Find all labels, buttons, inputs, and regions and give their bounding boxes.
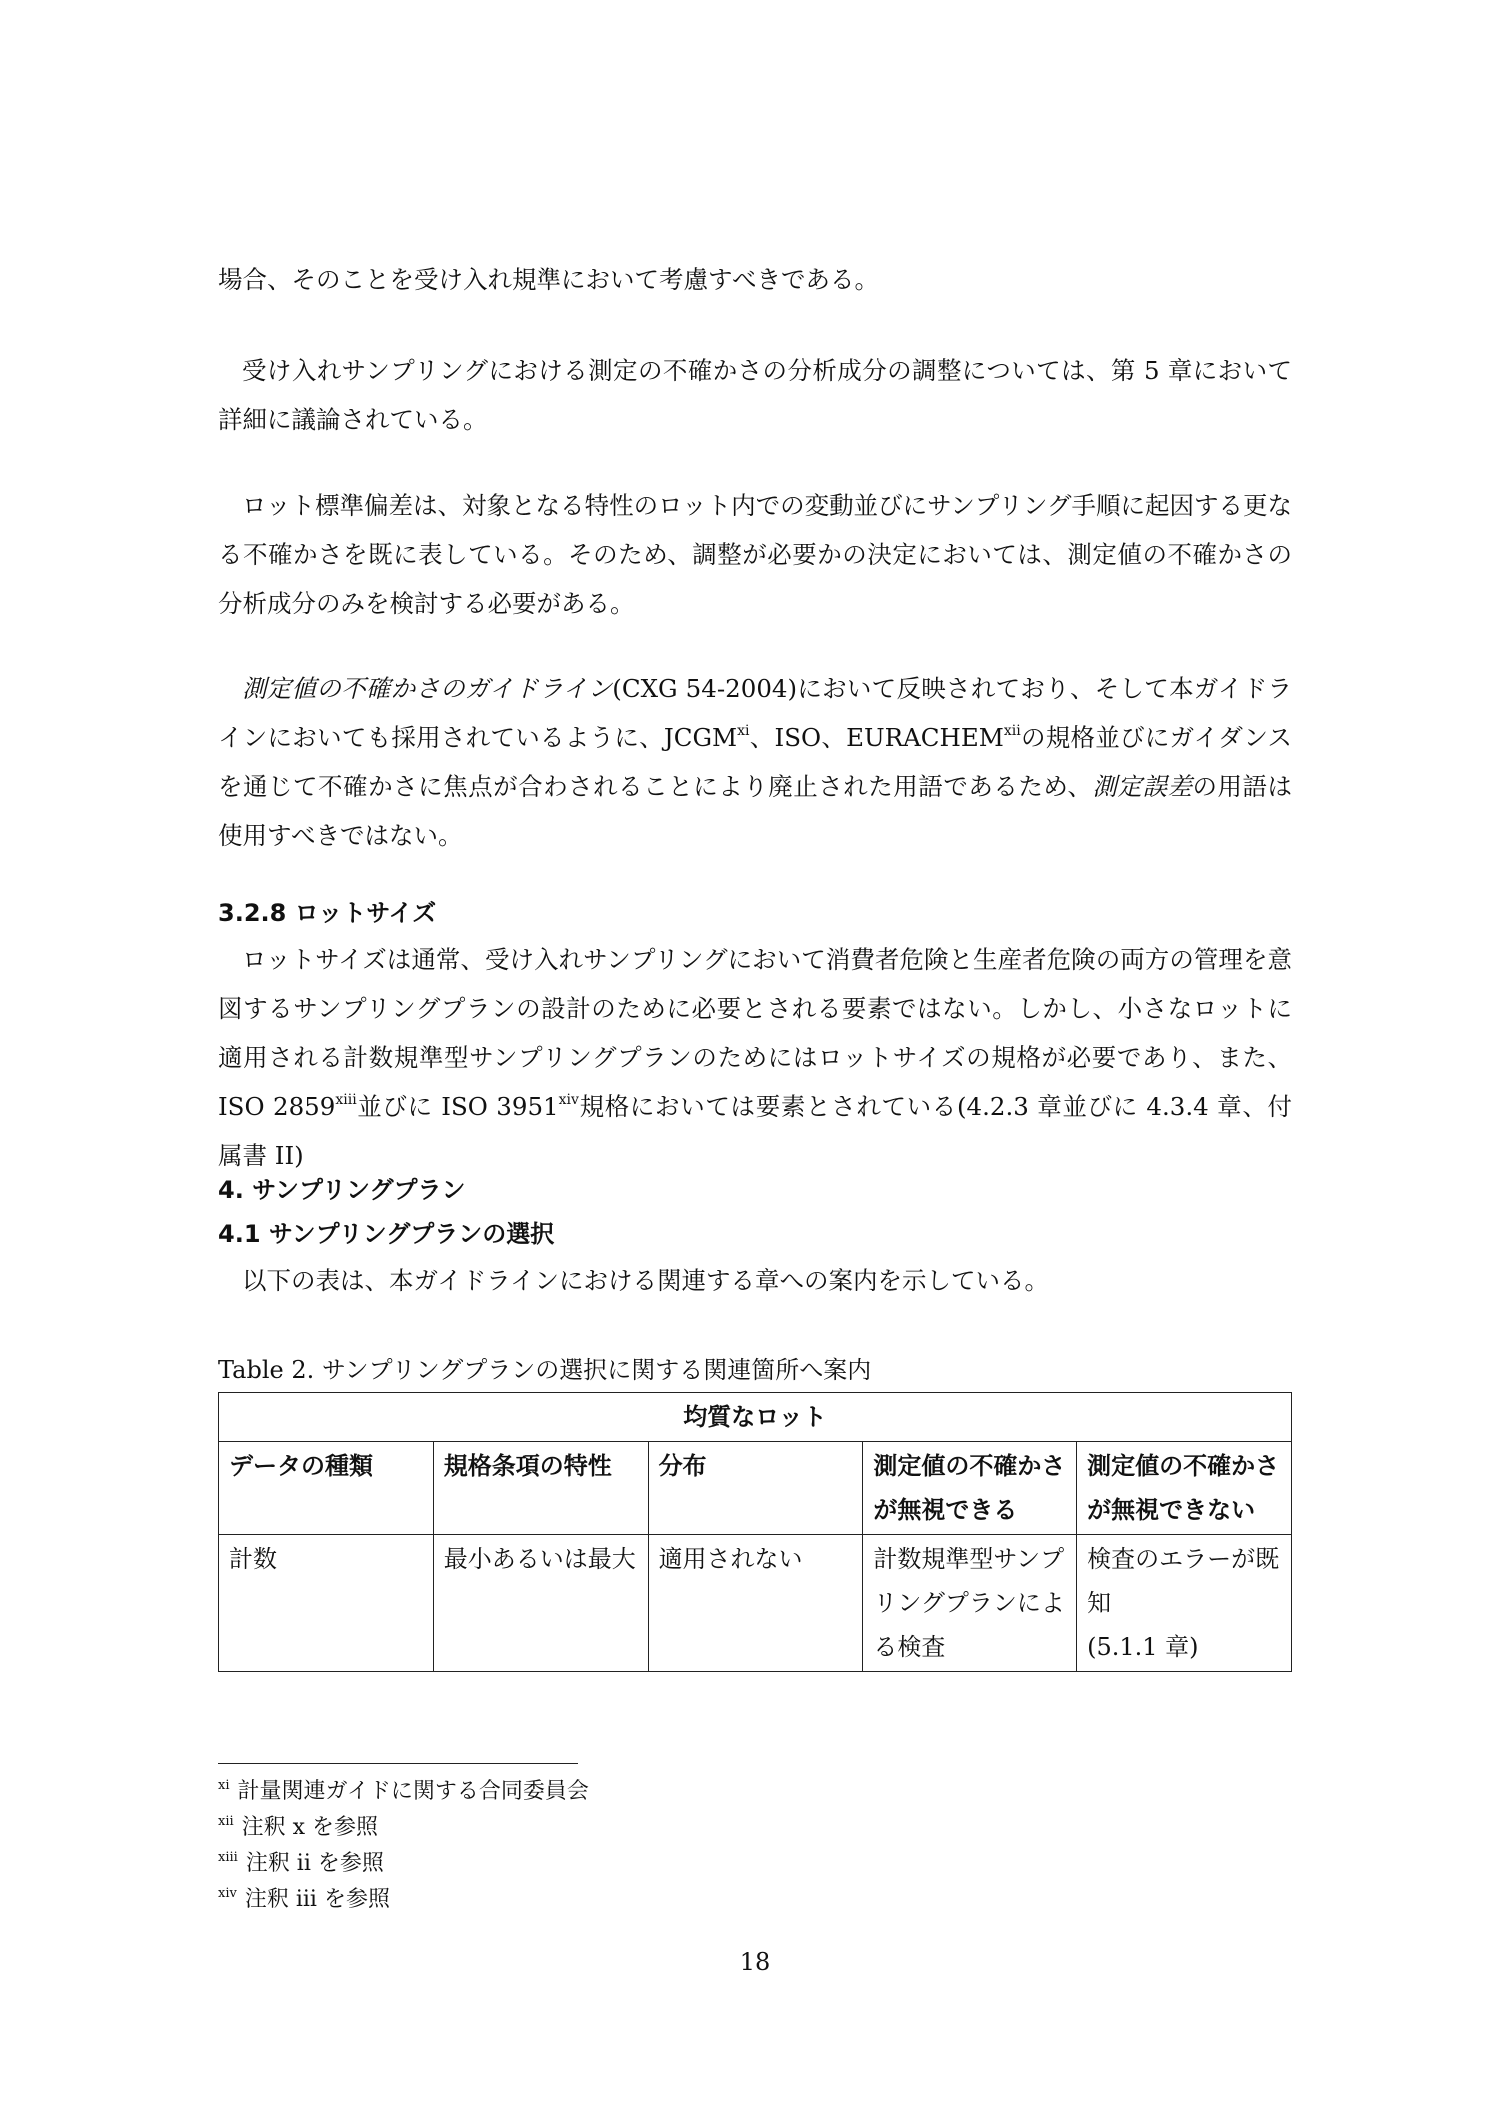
table-header-cell: 分布 bbox=[648, 1442, 863, 1535]
footnote-mark: xiv bbox=[218, 1886, 237, 1901]
paragraph-text: ロットサイズは通常、受け入れサンプリングにおいて消費者危険と生産者危険の両方の管理を意図するサンプリングプランの設計のために必要とされる要素ではない。しかし、小さなロットに適用される計数規準型サンプリングプランのためにはロットサイズの規格が必要であり、また、ISO 2859 bbox=[218, 945, 1292, 1121]
table-row bbox=[219, 1535, 1292, 1672]
paragraph: 以下の表は、本ガイドラインにおける関連する章への案内を示している。 bbox=[242, 1266, 1050, 1295]
footnote-divider bbox=[218, 1763, 578, 1764]
footnote-mark: xi bbox=[218, 1778, 230, 1793]
paragraph: 受け入れサンプリングにおける測定の不確かさの分析成分の調整については、第 5 章において詳細に議論されている。 bbox=[218, 356, 1292, 434]
paragraph: 場合、そのことを受け入れ規準において考慮すべきである。 bbox=[218, 265, 880, 294]
footnote-ref: xii bbox=[1003, 723, 1021, 739]
footnote-text: 注釈 iii を参照 bbox=[244, 1887, 390, 1912]
paragraph bbox=[218, 935, 1292, 1180]
section-heading: 4.1 サンプリングプランの選択 bbox=[218, 1220, 555, 1248]
footnote-text: 注釈 x を参照 bbox=[241, 1815, 379, 1840]
paragraph-text: の用語は使用すべきではない。 bbox=[218, 772, 1293, 850]
paragraph-text: 、ISO、EURACHEM bbox=[749, 723, 1004, 752]
table-cell bbox=[1077, 1535, 1292, 1672]
footnote bbox=[218, 1810, 589, 1846]
paragraph-text: (CXG 54-2004)において反映されており、そして本ガイドラインにおいても採用されているように、JCGM bbox=[218, 674, 1292, 752]
table-caption: Table 2. サンプリングプランの選択に関する関連箇所へ案内 bbox=[218, 1356, 872, 1384]
footnote-mark: xiii bbox=[218, 1850, 238, 1865]
table-header-cell: 測定値の不確かさが無視できる bbox=[863, 1442, 1077, 1535]
footnote-ref: xiii bbox=[335, 1092, 357, 1108]
footnote bbox=[218, 1846, 589, 1882]
footnote-text: 注釈 ii を参照 bbox=[245, 1851, 384, 1876]
section-heading: 4. サンプリングプラン bbox=[218, 1176, 466, 1204]
table-header-cell: データの種類 bbox=[219, 1442, 434, 1535]
table-group-header: 均質なロット bbox=[219, 1393, 1292, 1442]
italic-term: 測定誤差 bbox=[1092, 772, 1193, 801]
table-cell: 計数 bbox=[219, 1535, 434, 1672]
table-header-cell: 規格条項の特性 bbox=[433, 1442, 648, 1535]
footnote-mark: xii bbox=[218, 1814, 234, 1829]
paragraph: ロット標準偏差は、対象となる特性のロット内での変動並びにサンプリング手順に起因する更なる不確かさを既に表している。そのため、調整が必要かの決定においては、測定値の不確かさの分析成分のみを検討する必要がある。 bbox=[218, 491, 1292, 618]
paragraph-text: 規格においては要素とされている(4.2.3 章並びに 4.3.4 章、付属書 II) bbox=[218, 1092, 1292, 1170]
page-number: 18 bbox=[739, 1948, 771, 1976]
footnote bbox=[218, 1882, 589, 1918]
table-cell-text: 検査のエラーが既知 bbox=[1087, 1545, 1280, 1617]
italic-term: 測定値の不確かさのガイドライン bbox=[242, 674, 613, 703]
paragraph-text: の規格並びにガイダンスを通じて不確かさに焦点が合わされることにより廃止された用語であるため、 bbox=[218, 723, 1292, 801]
footnotes bbox=[218, 1774, 589, 1918]
paragraph-text: 並びに ISO 3951 bbox=[356, 1092, 559, 1121]
footnote-text: 計量関連ガイドに関する合同委員会 bbox=[237, 1779, 589, 1804]
table-header-row bbox=[219, 1442, 1292, 1535]
table-cell-ref: (5.1.1 章) bbox=[1087, 1633, 1199, 1661]
footnote bbox=[218, 1774, 589, 1810]
sampling-plan-table bbox=[218, 1392, 1292, 1672]
section-heading: 3.2.8 ロットサイズ bbox=[218, 899, 437, 927]
table-cell: 適用されない bbox=[648, 1535, 863, 1672]
table-cell: 計数規準型サンプリングプランによる検査 bbox=[863, 1535, 1077, 1672]
table-group-header-row bbox=[219, 1393, 1292, 1442]
footnote-ref: xi bbox=[737, 723, 750, 739]
table-header-cell: 測定値の不確かさが無視できない bbox=[1077, 1442, 1292, 1535]
table-cell: 最小あるいは最大 bbox=[433, 1535, 648, 1672]
paragraph bbox=[218, 664, 1292, 860]
footnote-ref: xiv bbox=[558, 1092, 579, 1108]
